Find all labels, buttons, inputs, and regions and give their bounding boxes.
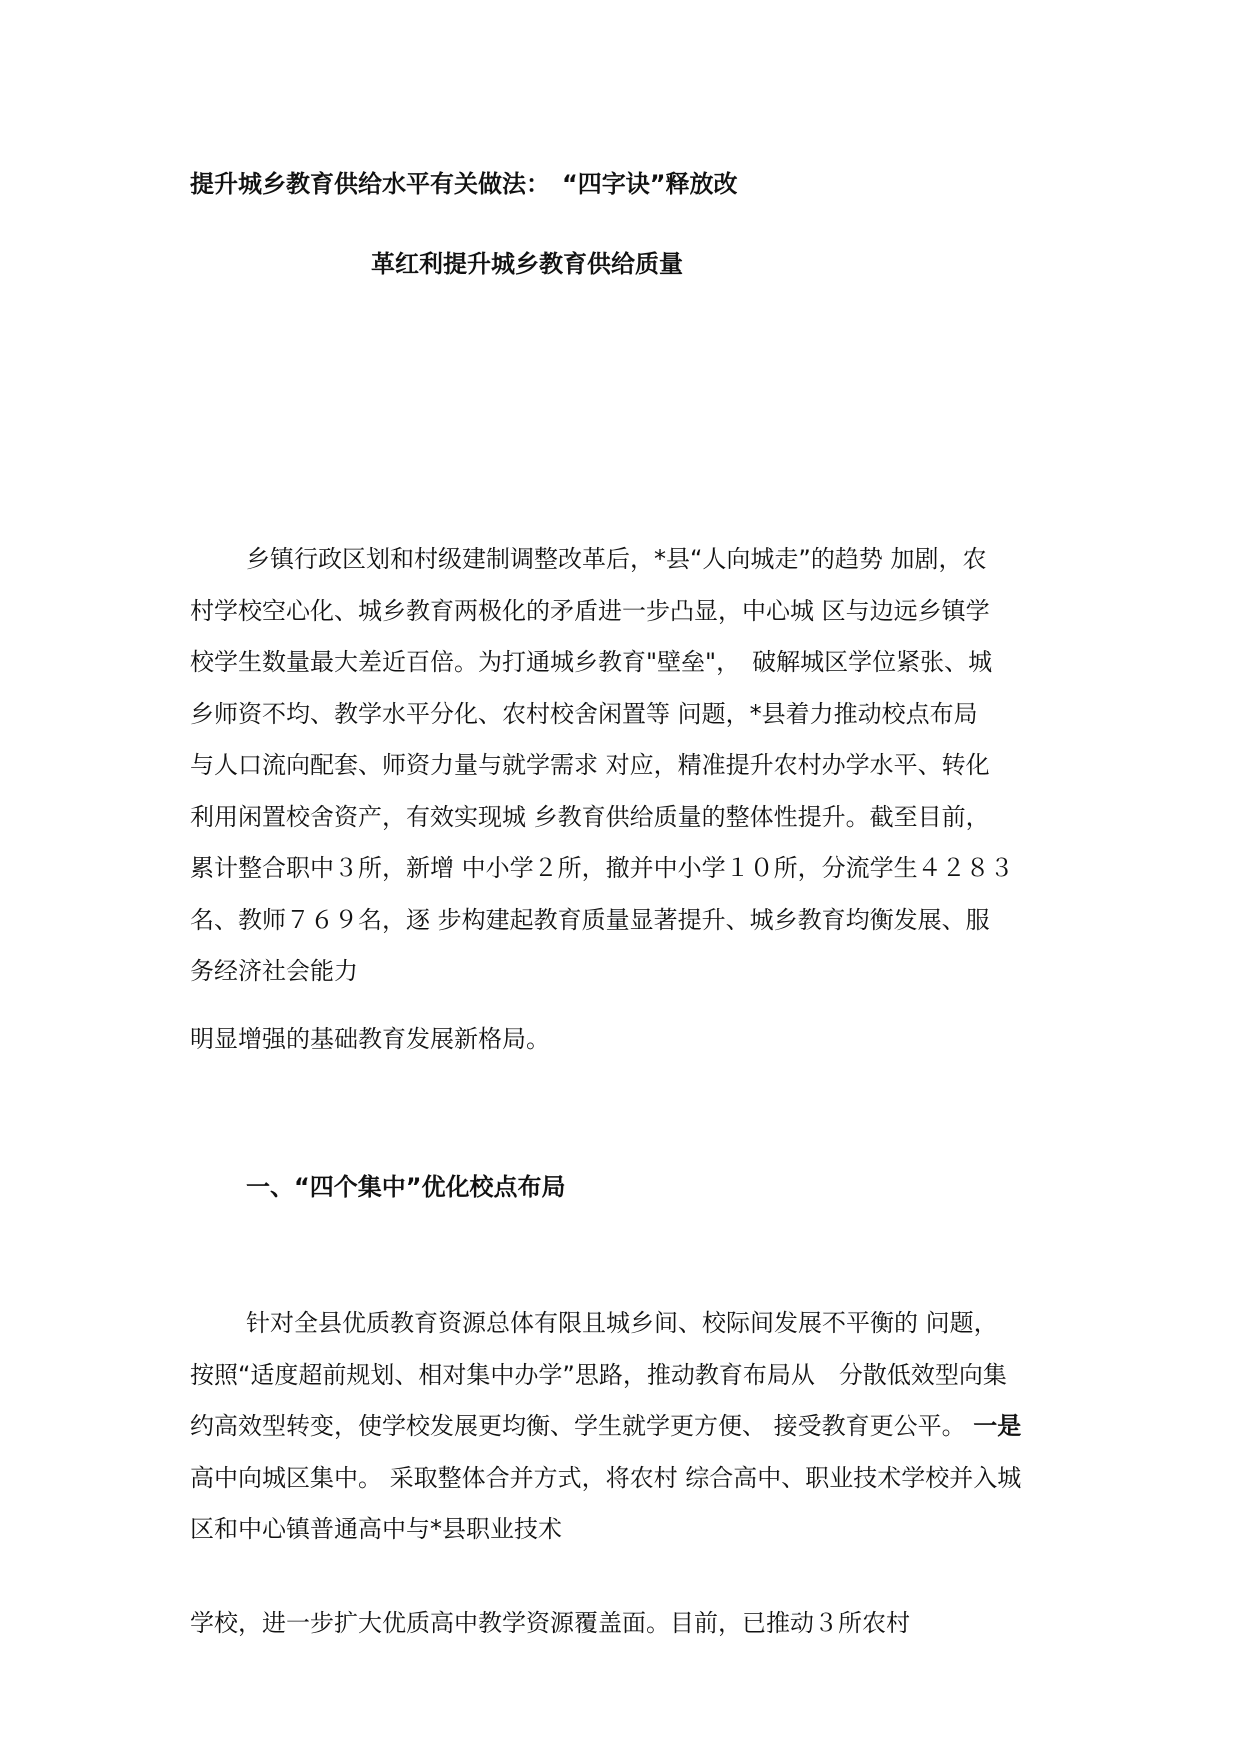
paragraph-line: 学校，进一步扩大优质高中教学资源覆盖面。目前，已推动３所农村 [190,1609,910,1637]
document-title-line-2: 革红利提升城乡教育供给质量 [371,250,683,278]
document-title-line-1: 提升城乡教育供给水平有关做法： “四字诀”释放改 [190,170,738,198]
paragraph-line: 村学校空心化、城乡教育两极化的矛盾进一步凸显，中心城 区与边远乡镇学 [190,596,990,625]
paragraph-line: 校学生数量最大差近百倍。为打通城乡教育"壁垒"， 破解城区学位紧张、城 [190,648,993,676]
paragraph-line: 区和中心镇普通高中与*县职业技术 [190,1515,562,1543]
paragraph-line: 乡师资不均、教学水平分化、农村校舍闲置等 问题，*县着力推动校点布局 [190,699,978,728]
paragraph-line: 高中向城区集中。 采取整体合并方式，将农村 综合高中、职业技术学校并入城 [190,1463,1022,1492]
paragraph-line: 针对全县优质教育资源总体有限且城乡间、校际间发展不平衡的 问题， [246,1309,998,1337]
section-heading: 一、“四个集中”优化校点布局 [246,1173,566,1201]
section-paragraph-tail [190,1598,1058,1650]
paragraph-line: 务经济社会能力 [190,957,358,985]
bold-lead-phrase: 一是 [973,1412,1022,1440]
paragraph-line [190,1401,1058,1453]
intro-paragraph [190,534,1058,998]
paragraph-line: 名、教师７６９名，逐 步构建起教育质量显著提升、城乡教育均衡发展、服 [190,905,990,934]
paragraph-line: 明显增强的基础教育发展新格局。 [190,1025,550,1053]
section-paragraph [190,1298,1058,1556]
paragraph-text: 约高效型转变，使学校发展更均衡、学生就学更方便、 接受教育更公平。 [190,1412,966,1440]
paragraph-line: 与人口流向配套、师资力量与就学需求 对应，精准提升农村办学水平、转化 [190,751,990,779]
paragraph-line: 按照“适度超前规划、相对集中办学”思路，推动教育布局从 分散低效型向集 [190,1360,1007,1389]
paragraph-line: 利用闲置校舍资产，有效实现城 乡教育供给质量的整体性提升。截至目前， [190,802,990,831]
paragraph-line: 乡镇行政区划和村级建制调整改革后，*县“人向城走”的趋势 加剧，农 [246,545,987,573]
paragraph-line: 累计整合职中３所，新增 中小学２所，撤并中小学１０所，分流学生４２８３ [190,854,1014,882]
intro-paragraph-tail [190,1014,1058,1066]
